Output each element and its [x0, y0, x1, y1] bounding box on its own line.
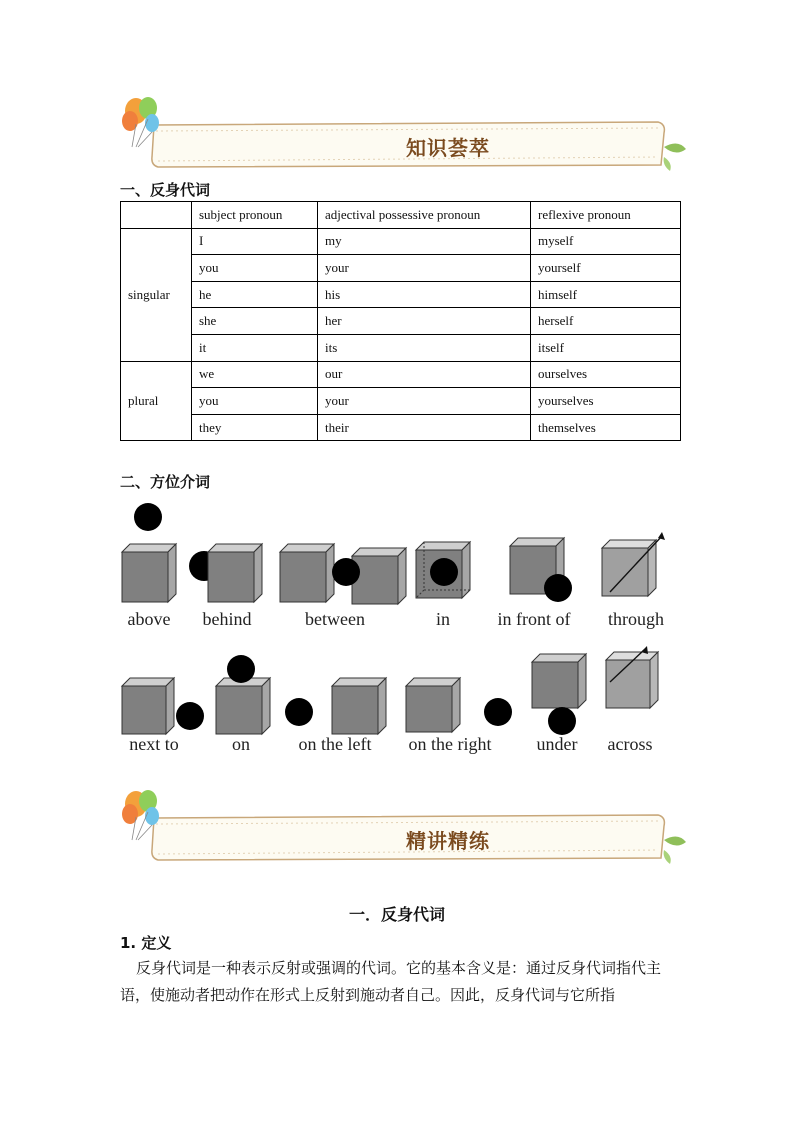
preposition-diagrams-1	[120, 498, 680, 610]
cube-diagram-between	[280, 544, 406, 604]
table-cell: his	[318, 281, 531, 308]
cube-diagram-across	[606, 646, 658, 708]
definition-paragraph: 反身代词是一种表示反射或强调的代词。它的基本含义是：通过反身代词指代主语，使施动者把动作在形式上反射到施动者自己。因此，反身代词与它所指	[120, 959, 662, 1004]
table-header-cell: reflexive pronoun	[531, 202, 681, 229]
table-cell: your	[318, 388, 531, 415]
preposition-label: on the left	[298, 734, 372, 754]
cube-diagram-next-to	[122, 678, 204, 734]
cube-diagram-in	[416, 542, 470, 598]
table-cell: their	[318, 414, 531, 441]
preposition-label: in front of	[497, 609, 571, 629]
lesson-title: 一．反身代词	[348, 905, 445, 924]
preposition-label: under	[536, 734, 578, 754]
table-cell: my	[318, 228, 531, 255]
section-heading-prepositions: 二、方位介词	[120, 473, 211, 491]
table-cell: herself	[531, 308, 681, 335]
table-cell: yourself	[531, 255, 681, 282]
table-row	[121, 255, 681, 282]
table-cell: you	[192, 255, 318, 282]
table-cell: her	[318, 308, 531, 335]
table-cell: himself	[531, 281, 681, 308]
definition-heading: 1. 定义	[120, 934, 172, 952]
table-cell: your	[318, 255, 531, 282]
preposition-label: on the right	[408, 734, 492, 754]
cube-diagram-through	[602, 532, 665, 596]
preposition-diagrams-2	[120, 644, 680, 736]
preposition-illustrations-row-1	[120, 498, 680, 638]
group-label: plural	[121, 361, 192, 441]
table-row	[121, 388, 681, 415]
preposition-label: behind	[202, 609, 252, 629]
banner-title: 精讲精练	[406, 829, 490, 853]
preposition-label: across	[607, 734, 653, 754]
cube-diagram-on	[216, 655, 270, 734]
table-cell: themselves	[531, 414, 681, 441]
section-heading-reflexive: 一、反身代词	[120, 181, 211, 199]
table-header-cell: adjectival possessive pronoun	[318, 202, 531, 229]
table-header-cell: subject pronoun	[192, 202, 318, 229]
banner-practice	[118, 790, 688, 868]
table-cell: you	[192, 388, 318, 415]
table-cell: he	[192, 281, 318, 308]
preposition-label: next to	[129, 734, 179, 754]
pronoun-table	[120, 201, 681, 441]
table-row	[121, 228, 681, 255]
table-cell: she	[192, 308, 318, 335]
preposition-label: above	[127, 609, 171, 629]
table-cell: they	[192, 414, 318, 441]
table-row	[121, 281, 681, 308]
table-cell: ourselves	[531, 361, 681, 388]
table-cell: myself	[531, 228, 681, 255]
table-row	[121, 308, 681, 335]
table-cell: we	[192, 361, 318, 388]
preposition-label: on	[232, 734, 250, 754]
table-row	[121, 334, 681, 361]
preposition-label: through	[608, 609, 664, 629]
group-label: singular	[121, 228, 192, 361]
table-row	[121, 414, 681, 441]
cube-diagram-under	[532, 654, 586, 735]
table-cell: our	[318, 361, 531, 388]
table-row	[121, 361, 681, 388]
cube-diagram-behind	[189, 544, 262, 602]
cube-diagram-on-the-right	[406, 678, 512, 732]
table-cell: its	[318, 334, 531, 361]
table-cell: yourselves	[531, 388, 681, 415]
table-cell: it	[192, 334, 318, 361]
banner-title: 知识荟萃	[406, 136, 490, 160]
preposition-label: between	[305, 609, 365, 629]
cube-diagram-above	[122, 503, 176, 602]
cube-diagram-in-front-of	[510, 538, 572, 602]
table-cell: itself	[531, 334, 681, 361]
cube-diagram-on-the-left	[285, 678, 386, 734]
preposition-illustrations-row-2	[120, 644, 680, 759]
preposition-label: in	[435, 609, 451, 629]
table-cell: I	[192, 228, 318, 255]
table-header-cell	[121, 202, 192, 229]
table-header-row	[121, 202, 681, 229]
banner-knowledge	[118, 97, 688, 175]
